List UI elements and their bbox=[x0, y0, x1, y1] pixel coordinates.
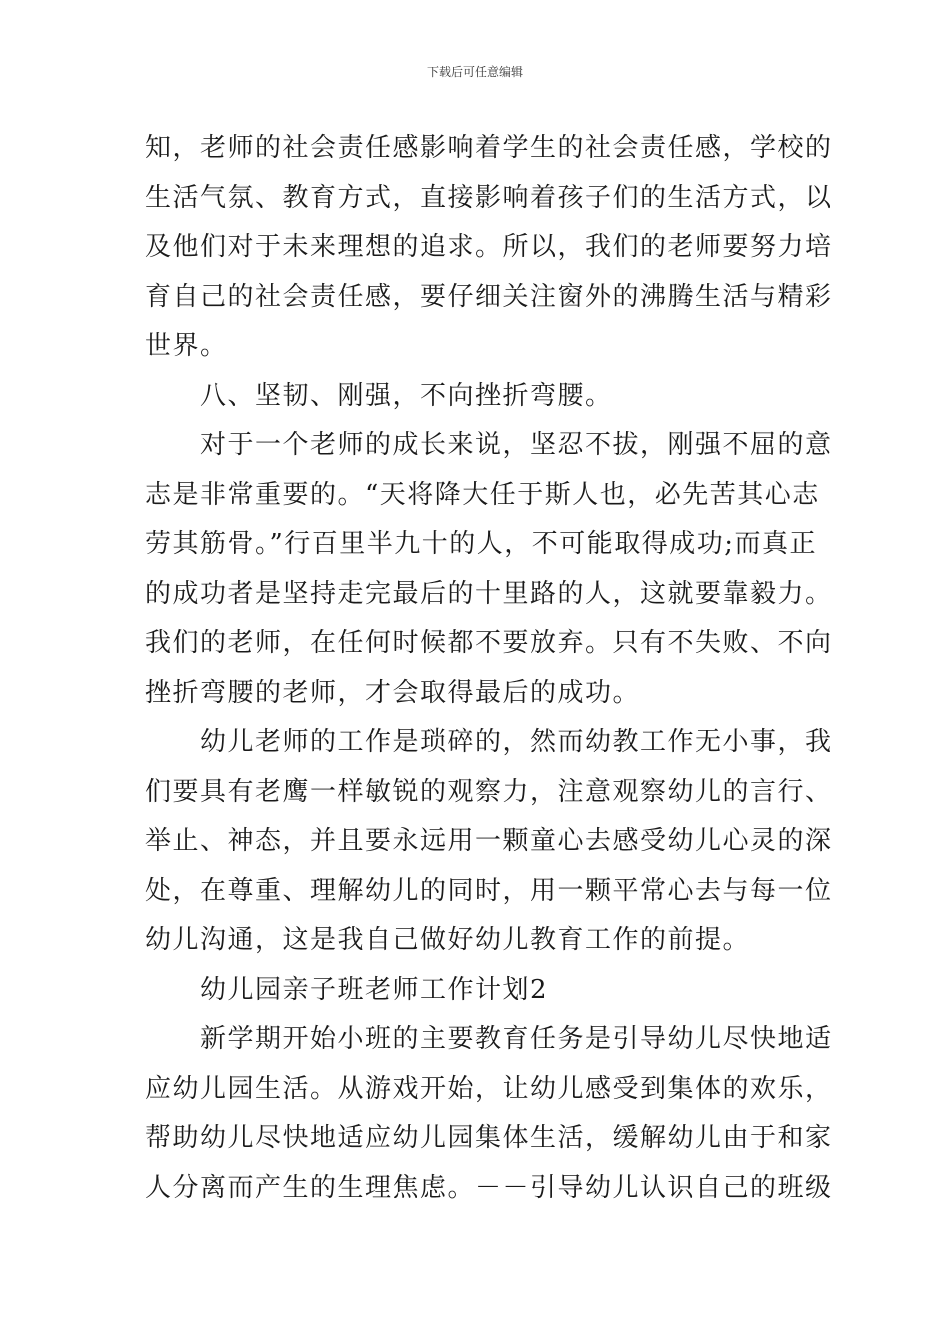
text-line: 及他们对于未来理想的追求。所以，我们的老师要努力培 bbox=[145, 232, 833, 262]
text-line: 帮助幼儿尽快地适应幼儿园集体生活，缓解幼儿由于和家 bbox=[145, 1123, 833, 1153]
text-line: 的成功者是坚持走完最后的十里路的人，这就要靠毅力。 bbox=[145, 578, 833, 609]
text-line: 应幼儿园生活。从游戏开始，让幼儿感受到集体的欢乐， bbox=[145, 1073, 833, 1104]
text-line: 幼儿沟通，这是我自己做好幼儿教育工作的前提。 bbox=[145, 925, 751, 955]
text-line: 幼儿老师的工作是琐碎的，然而幼教工作无小事，我 bbox=[200, 727, 833, 757]
page-header: 下载后可任意编辑 bbox=[426, 65, 523, 79]
section-heading-eight bbox=[145, 372, 810, 422]
paragraph-kindergarten-work bbox=[145, 718, 833, 966]
text-line: 我们的老师，在任何时候都不要放弃。只有不失败、不向 bbox=[145, 628, 833, 658]
text-line: 育自己的社会责任感，要仔细关注窗外的沸腾生活与精彩 bbox=[145, 281, 833, 312]
text-line: 对于一个老师的成长来说，坚忍不拔，刚强不屈的意 bbox=[200, 430, 833, 460]
text-line: 处，在尊重、理解幼儿的同时，用一颗平常心去与每一位 bbox=[145, 875, 833, 906]
text-line: 新学期开始小班的主要教育任务是引导幼儿尽快地适 bbox=[200, 1024, 833, 1054]
title-line: 幼儿园亲子班老师工作计划2 bbox=[200, 974, 549, 1005]
text-line: 们要具有老鹰一样敏锐的观察力，注意观察幼儿的言行、 bbox=[145, 776, 833, 807]
text-line: 知，老师的社会责任感影响着学生的社会责任感，学校的 bbox=[145, 133, 833, 163]
heading-line: 八、坚韧、刚强，不向挫折弯腰。 bbox=[200, 380, 613, 411]
paragraph-new-semester bbox=[145, 1015, 833, 1213]
text-line: 劳其筋骨。”行百里半九十的人，不可能取得成功;而真正 bbox=[145, 529, 818, 559]
document-body bbox=[145, 124, 833, 1213]
text-line: 世界。 bbox=[145, 331, 228, 361]
paragraph-social-responsibility bbox=[145, 124, 833, 372]
text-line: 举止、神态，并且要永远用一颗童心去感受幼儿心灵的深 bbox=[145, 826, 833, 856]
text-line: 人分离而产生的生理焦虑。－－引导幼儿认识自己的班级 bbox=[145, 1172, 833, 1203]
paragraph-perseverance bbox=[145, 421, 833, 718]
text-line: 挫折弯腰的老师，才会取得最后的成功。 bbox=[145, 677, 641, 708]
text-line: 志是非常重要的。“天将降大任于斯人也，必先苦其心志 bbox=[145, 479, 820, 510]
section-title-plan-2 bbox=[145, 966, 810, 1016]
text-line: 生活气氛、教育方式，直接影响着孩子们的生活方式，以 bbox=[145, 182, 833, 213]
